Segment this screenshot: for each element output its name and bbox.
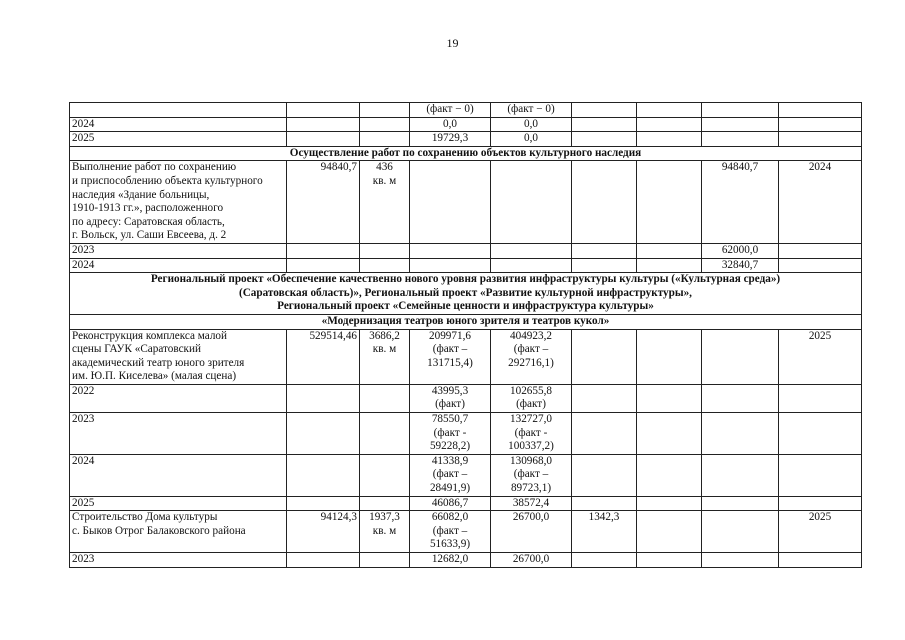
section-title-line: Осуществление работ по сохранению объектов культурного наследия — [289, 146, 642, 159]
value-cell — [779, 454, 862, 496]
value-cell — [637, 329, 702, 384]
value-cell — [572, 258, 637, 273]
value-cell: 132727,0 (факт - 100337,2) — [491, 413, 572, 455]
value-cell — [360, 413, 410, 455]
value-cell — [637, 384, 702, 412]
value-cell — [287, 117, 360, 132]
row-label-cell — [70, 103, 287, 118]
table-row — [70, 103, 862, 118]
value-cell — [572, 161, 637, 244]
value-cell — [572, 454, 637, 496]
value-cell — [360, 117, 410, 132]
row-label-cell: Реконструкция комплекса малой сцены ГАУК «Саратовский академический театр юного зрителя им. Ю.П. Киселева» (малая сцена) — [70, 329, 287, 384]
value-cell — [702, 454, 779, 496]
value-cell: 32840,7 — [702, 258, 779, 273]
value-cell — [572, 413, 637, 455]
value-cell: 26700,0 — [491, 553, 572, 568]
table-row — [70, 132, 862, 147]
value-cell — [779, 117, 862, 132]
section-title — [70, 314, 862, 329]
value-cell — [702, 384, 779, 412]
value-cell: 436 кв. м — [360, 161, 410, 244]
row-label-cell: 2022 — [70, 384, 287, 412]
value-cell — [637, 496, 702, 511]
value-cell — [637, 161, 702, 244]
value-cell: 2025 — [779, 329, 862, 384]
section-title — [70, 273, 862, 315]
value-cell — [572, 103, 637, 118]
value-cell: 38572,4 — [491, 496, 572, 511]
value-cell — [637, 454, 702, 496]
row-label-cell: 2025 — [70, 496, 287, 511]
value-cell: 0,0 — [410, 117, 491, 132]
value-cell — [637, 117, 702, 132]
value-cell: 66082,0 (факт – 51633,9) — [410, 511, 491, 553]
value-cell — [779, 413, 862, 455]
row-label-cell: 2024 — [70, 117, 287, 132]
row-label-cell: 2023 — [70, 553, 287, 568]
value-cell — [702, 329, 779, 384]
value-cell — [702, 132, 779, 147]
value-cell — [637, 553, 702, 568]
value-cell: 1937,3 кв. м — [360, 511, 410, 553]
section-title-line: Региональный проект «Обеспечение качественно нового уровня развития инфраструктуры культуры («Культурная среда») — [150, 273, 781, 286]
value-cell — [779, 132, 862, 147]
section-title-line: Региональный проект «Семейные ценности и инфраструктура культуры» — [277, 300, 654, 313]
section-header-row — [70, 273, 862, 315]
page-number: 19 — [446, 36, 459, 50]
value-cell — [637, 243, 702, 258]
value-cell — [572, 384, 637, 412]
value-cell — [779, 553, 862, 568]
table-row — [70, 454, 862, 496]
value-cell: 1342,3 — [572, 511, 637, 553]
value-cell — [491, 258, 572, 273]
value-cell: 78550,7 (факт - 59228,2) — [410, 413, 491, 455]
value-cell: 46086,7 — [410, 496, 491, 511]
value-cell — [779, 103, 862, 118]
value-cell: 94124,3 — [287, 511, 360, 553]
row-label-cell: 2023 — [70, 413, 287, 455]
value-cell — [702, 117, 779, 132]
value-cell — [491, 161, 572, 244]
value-cell — [360, 384, 410, 412]
section-title — [70, 146, 862, 161]
value-cell — [637, 103, 702, 118]
value-cell: 2024 — [779, 161, 862, 244]
value-cell — [572, 329, 637, 384]
value-cell — [572, 243, 637, 258]
value-cell — [287, 496, 360, 511]
value-cell — [637, 413, 702, 455]
value-cell — [702, 103, 779, 118]
value-cell: 0,0 — [491, 132, 572, 147]
value-cell — [572, 496, 637, 511]
value-cell — [702, 413, 779, 455]
value-cell — [360, 553, 410, 568]
value-cell: 19729,3 — [410, 132, 491, 147]
value-cell — [360, 103, 410, 118]
value-cell — [779, 243, 862, 258]
row-label-cell: Строительство Дома культуры с. Быков Отрог Балаковского района — [70, 511, 287, 553]
value-cell — [410, 243, 491, 258]
value-cell: (факт − 0) — [491, 103, 572, 118]
value-cell — [702, 511, 779, 553]
value-cell: 3686,2 кв. м — [360, 329, 410, 384]
table-row — [70, 243, 862, 258]
value-cell: 26700,0 — [491, 511, 572, 553]
table-row — [70, 329, 862, 384]
value-cell: 102655,8 (факт) — [491, 384, 572, 412]
value-cell — [287, 132, 360, 147]
value-cell — [637, 511, 702, 553]
section-header-row — [70, 314, 862, 329]
value-cell — [287, 413, 360, 455]
table-row — [70, 258, 862, 273]
value-cell — [779, 384, 862, 412]
value-cell: 130968,0 (факт – 89723,1) — [491, 454, 572, 496]
row-label-cell: 2024 — [70, 454, 287, 496]
value-cell — [360, 258, 410, 273]
value-cell — [360, 496, 410, 511]
value-cell — [287, 384, 360, 412]
value-cell — [360, 243, 410, 258]
row-label-cell: 2023 — [70, 243, 287, 258]
value-cell — [572, 132, 637, 147]
table-row — [70, 413, 862, 455]
value-cell: 43995,3 (факт) — [410, 384, 491, 412]
value-cell — [287, 258, 360, 273]
section-header-row — [70, 146, 862, 161]
value-cell: 0,0 — [491, 117, 572, 132]
row-label-cell: Выполнение работ по сохранению и приспособлению объекта культурного наследия «Здание больницы, 1910-1913 гг.», расположенного по адресу: Саратовская область, г. Вольск, ул. Саши Евсеева, д. 2 — [70, 161, 287, 244]
value-cell — [491, 243, 572, 258]
row-label-cell: 2025 — [70, 132, 287, 147]
value-cell — [702, 496, 779, 511]
value-cell — [572, 117, 637, 132]
table-row — [70, 553, 862, 568]
value-cell: 529514,46 — [287, 329, 360, 384]
value-cell — [637, 258, 702, 273]
value-cell — [287, 103, 360, 118]
value-cell — [572, 553, 637, 568]
value-cell: 2025 — [779, 511, 862, 553]
value-cell — [360, 454, 410, 496]
value-cell: 12682,0 — [410, 553, 491, 568]
value-cell: (факт − 0) — [410, 103, 491, 118]
value-cell — [287, 243, 360, 258]
value-cell — [410, 161, 491, 244]
value-cell: 94840,7 — [287, 161, 360, 244]
value-cell — [287, 553, 360, 568]
value-cell: 41338,9 (факт – 28491,9) — [410, 454, 491, 496]
table-row — [70, 511, 862, 553]
value-cell — [360, 132, 410, 147]
value-cell: 404923,2 (факт – 292716,1) — [491, 329, 572, 384]
value-cell — [779, 258, 862, 273]
value-cell: 94840,7 — [702, 161, 779, 244]
table-row — [70, 117, 862, 132]
value-cell: 62000,0 — [702, 243, 779, 258]
table-row — [70, 384, 862, 412]
table-row — [70, 161, 862, 244]
section-title-line: (Саратовская область)», Региональный проект «Развитие культурной инфраструктуры», — [239, 286, 692, 299]
value-cell — [287, 454, 360, 496]
section-title-line: «Модернизация театров юного зрителя и театров кукол» — [321, 314, 610, 327]
budget-table — [69, 102, 862, 568]
value-cell — [702, 553, 779, 568]
table-row — [70, 496, 862, 511]
value-cell — [410, 258, 491, 273]
row-label-cell: 2024 — [70, 258, 287, 273]
value-cell — [637, 132, 702, 147]
value-cell — [779, 496, 862, 511]
value-cell: 209971,6 (факт – 131715,4) — [410, 329, 491, 384]
